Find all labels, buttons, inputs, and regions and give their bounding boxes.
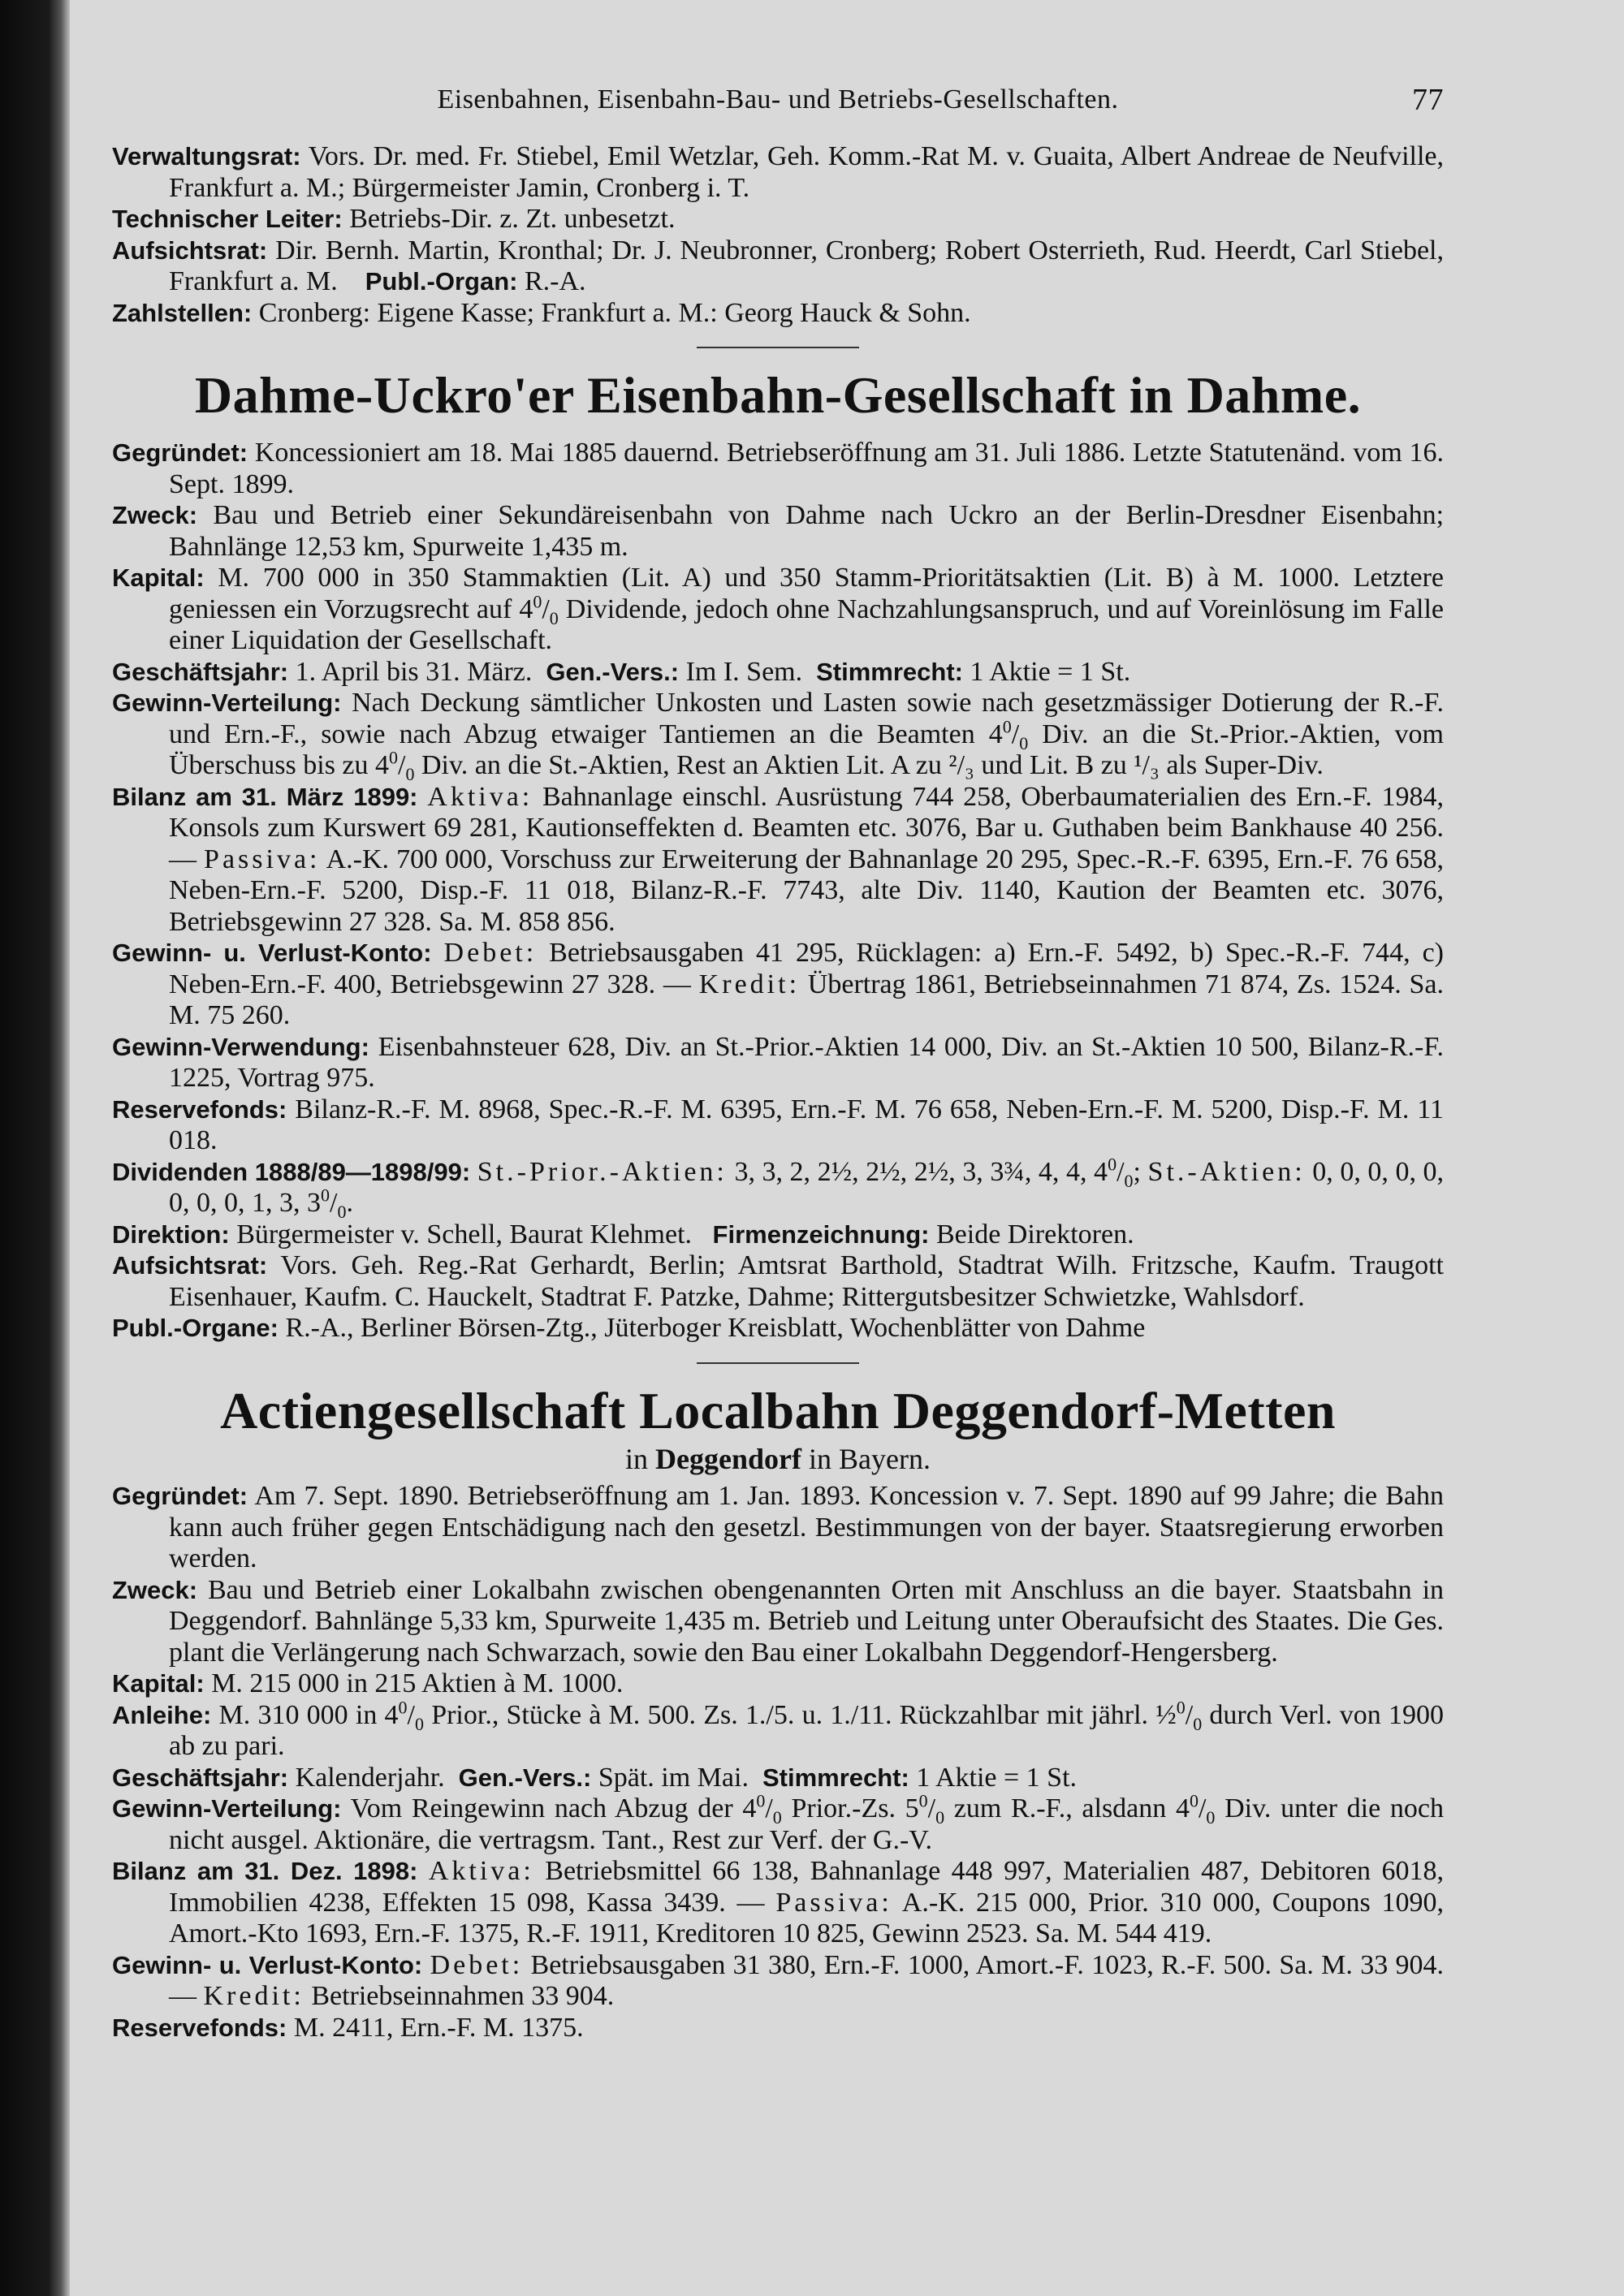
entry-text: M. 2411, Ern.-F. M. 1375. (293, 2012, 584, 2043)
entry-text: A.-K. 215 000, Prior. 310 000, Coupons 1090, Amort.-Kto 1693, Ern.-F. 1375, R.-F. 1911, Kreditoren 10 825, Gewinn 2523. Sa. M. 544 419. (169, 1887, 1445, 1949)
entry-text: Koncessioniert am 18. Mai 1885 dauernd. Betriebseröffnung am 31. Juli 1886. Letzte Statutenänd. vom 16. Sept. 1899. (169, 438, 1445, 499)
page-number: 77 (1412, 83, 1444, 117)
entry-text: Div. an die St.-Prior.-Aktien, vom Überschuss bis zu 4 (169, 719, 1444, 780)
document-page (112, 84, 1444, 2044)
entry-label: Anleihe: (112, 1700, 212, 1729)
entry-geschaeftsjahr (112, 1763, 1444, 1794)
percent-sup: 0 (389, 747, 399, 768)
entry-text: Beide Direktoren. (936, 1219, 1134, 1249)
entry-text: Kalenderjahr. (295, 1762, 445, 1793)
entry-label: Reservefonds: (112, 2013, 287, 2042)
entry-gegruendet (112, 438, 1444, 500)
percent-sub: 0 (1019, 732, 1029, 753)
entry-text: R.-A. (524, 266, 586, 296)
entry-text: Vors. Dr. med. Fr. Stiebel, Emil Wetzlar, Geh. Komm.-Rat M. v. Guaita, Albert Andreae de Neufville, Frankfurt a. M.; Bürgermeister Jamin, Cronberg i. T. (169, 141, 1444, 203)
entry-text: 1 Aktie = 1 St. (916, 1762, 1078, 1793)
entry-label: Gewinn-Verteilung: (112, 688, 342, 717)
percent-sub: 0 (405, 763, 415, 784)
entry-text: Betriebs-Dir. z. Zt. unbesetzt. (349, 204, 676, 234)
company-title: Dahme-Uckro'er Eisenbahn-Gesellschaft in Dahme. (194, 366, 1362, 424)
entry-label: Verwaltungsrat: (112, 142, 301, 170)
running-header (112, 84, 1444, 141)
fraction-one-third: ¹/₃ (1134, 750, 1160, 780)
entry-reservefonds (112, 1094, 1444, 1157)
percent-sup: 0 (533, 591, 542, 612)
percent-slash: / (1185, 1699, 1194, 1730)
entry-text: Prior.-Zs. 5 (781, 1793, 919, 1823)
location-suffix: in Bayern. (809, 1442, 931, 1475)
entry-text: Eisenbahnsteuer 628, Div. an St.-Prior.-Aktien 14 000, Div. an St.-Aktien 10 500, Bilanz-R.-F. 1225, Vortrag 975. (169, 1031, 1445, 1093)
entry-text: Bau und Betrieb einer Sekundäreisenbahn von Dahme nach Uckro an der Berlin-Dresdner Eisenbahn; Bahnlänge 12,53 km, Spurweite 1,435 m. (169, 500, 1445, 562)
entry-label: Direktion: (112, 1219, 230, 1249)
aktiva-word: Aktiva: (428, 1856, 534, 1886)
percent-sub: 0 (337, 1201, 347, 1222)
entry-zweck (112, 500, 1444, 563)
entry-anleihe (112, 1697, 1444, 1763)
entry-publ-organe (112, 1313, 1444, 1344)
entry-gewinn-verwendung (112, 1032, 1444, 1094)
percent-sup: 0 (918, 1790, 928, 1811)
entry-label: Geschäftsjahr: (112, 1763, 289, 1792)
percent-sup: 0 (756, 1790, 766, 1811)
entry-gegruendet (112, 1481, 1444, 1575)
entry-text: Am 7. Sept. 1890. Betriebseröffnung am 1. Jan. 1893. Koncession v. 7. Sept. 1890 auf 99 Jahre; die Bahn kann auch früher gegen Entschädigung nach den gesetzl. Bestimmungen von der bayer. Staatsregierung erworben werden. (169, 1481, 1445, 1573)
percent-sub: 0 (935, 1806, 945, 1828)
percent-slash: / (1011, 719, 1020, 749)
entry-label: Stimmrecht: (762, 1763, 909, 1792)
entry-gewinn-verteilung (112, 1790, 1444, 1856)
aktiva-word: Aktiva: (427, 781, 533, 812)
entry-label: Dividenden 1888/89—1898/99: (112, 1157, 471, 1186)
kredit-word: Kredit: (203, 1981, 304, 2011)
entry-text: als Super-Div. (1159, 750, 1324, 780)
entry-text: Div. an die St.-Aktien, Rest an Aktien Lit. A zu (414, 750, 949, 780)
running-title: Eisenbahnen, Eisenbahn-Bau- und Betriebs-Gesellschaften. (437, 84, 1119, 114)
entry-text: Bahnanlage einschl. Ausrüstung 744 258, Oberbaumaterialien des Ern.-F. 1984, Konsols zum Kurswert 69 281, Kautionseffekten d. Beamten etc. 3076, Bar u. Guthaben beim Bankhause 40 256. — (169, 781, 1445, 874)
percent-slash: / (1198, 1793, 1207, 1823)
percent-slash: / (1116, 1156, 1125, 1187)
entry-label: Zahlstellen: (112, 298, 253, 327)
entry-text: A.-K. 700 000, Vorschuss zur Erweiterung der Bahnanlage 20 295, Spec.-R.-F. 6395, Ern.-F. 76 658, Neben-Ern.-F. 5200, Disp.-F. 11 018, Bilanz-R.-F. 7743, alte Div. 1140, Kaution der Beamten etc. 3076, Betriebsgewinn 27 328. Sa. M. 858 856. (169, 844, 1445, 937)
entry-direktion (112, 1219, 1444, 1251)
entry-label: Kapital: (112, 563, 205, 592)
entry-label: Stimmrecht: (816, 657, 963, 686)
section-divider (697, 1362, 859, 1364)
entry-geschaeftsjahr (112, 657, 1444, 688)
company-location (112, 1444, 1444, 1475)
entry-text: und Lit. B zu (974, 750, 1134, 780)
entry-text: Dir. Bernh. Martin, Kronthal; Dr. J. Neubronner, Cronberg; Robert Osterrieth, Rud. Heerdt, Carl Stiebel, Frankfurt a. M. (169, 235, 1445, 296)
entry-text: M. 700 000 in 350 Stammaktien (Lit. A) und 350 Stamm-Prioritätsaktien (Lit. B) à M. 1000. Letztere geniessen ein Vorzugsrecht auf 4 (169, 563, 1445, 624)
percent-slash: / (407, 1699, 415, 1730)
entry-technischer-leiter (112, 204, 1444, 235)
end-period: . (346, 1188, 353, 1218)
entry-text: durch Verl. von 1900 ab zu pari. (169, 1699, 1444, 1761)
entry-reservefonds (112, 2013, 1444, 2044)
entry-text: Übertrag 1861, Betriebseinnahmen 71 874, Zs. 1524. Sa. M. 75 260. (169, 969, 1445, 1030)
entry-label: Gewinn- u. Verlust-Konto: (112, 939, 432, 967)
entry-label: Reservefonds: (112, 1094, 287, 1124)
entry-text: M. 310 000 in 4 (218, 1699, 399, 1730)
passiva-word: Passiva: (775, 1887, 892, 1918)
percent-sub: 0 (1193, 1713, 1203, 1734)
entry-text: Cronberg: Eigene Kasse; Frankfurt a. M.: Georg Hauck & Sohn. (258, 297, 971, 328)
entry-label: Bilanz am 31. Dez. 1898: (112, 1857, 418, 1885)
percent-sup: 0 (321, 1185, 330, 1206)
entry-label: Gen.-Vers.: (546, 657, 680, 686)
percent-sub: 0 (1124, 1170, 1134, 1191)
entry-text: Vom Reingewinn nach Abzug der 4 (350, 1793, 757, 1823)
entry-text: 1. April bis 31. März. (295, 656, 533, 687)
entry-label: Kapital: (112, 1669, 205, 1698)
percent-sub: 0 (414, 1713, 424, 1734)
prior-aktien-word: St.-Prior.-Aktien: (477, 1156, 728, 1187)
entry-text: Spät. im Mai. (598, 1762, 749, 1793)
percent-slash: / (330, 1188, 338, 1218)
entry-text: Bau und Betrieb einer Lokalbahn zwischen obengenannten Orten mit Anschluss an die bayer. Staatsbahn in Deggendorf. Bahnlänge 5,33 km, Spurweite 1,435 m. Betrieb und Leitung unter Oberaufsicht des Staates. Die Ges. plant die Verlängerung nach Schwarzach, sowie den Bau einer Lokalbahn Deggendorf-Hengersberg. (169, 1574, 1445, 1668)
entry-aufsichtsrat (112, 235, 1444, 298)
location-city: Deggendorf (655, 1442, 801, 1475)
entry-label: Bilanz am 31. März 1899: (112, 782, 418, 811)
entry-bilanz (112, 1856, 1444, 1950)
entry-text: 3, 3, 2, 2½, 2½, 2½, 3, 3¾, 4, 4, 4 (734, 1156, 1108, 1187)
entry-label: Technischer Leiter: (112, 205, 343, 233)
entry-text: Betriebsmittel 66 138, Bahnanlage 448 997, Materialien 487, Debitoren 6018, Immobilien 4238, Effekten 15 098, Kassa 3439. — (169, 1856, 1444, 1918)
entry-label: Gegründet: (112, 438, 248, 467)
percent-sup: 0 (398, 1697, 408, 1718)
entry-text: Vors. Geh. Reg.-Rat Gerhardt, Berlin; Amtsrat Barthold, Stadtrat Wilh. Fritzsche, Kaufm. Traugott Eisenhauer, Kaufm. C. Hauckelt, Stadtrat F. Patzke, Dahme; Rittergutsbesitzer Schwietzke, Wahlsdorf. (169, 1250, 1444, 1312)
entry-label: Aufsichtsrat: (112, 235, 268, 265)
entry-kapital (112, 1668, 1444, 1700)
entry-text: Div. unter die noch nicht ausgel. Aktionäre, die vertragsm. Tant., Rest zur Verf. der G.-V. (169, 1793, 1444, 1855)
entry-label: Gewinn-Verteilung: (112, 1794, 342, 1823)
percent-slash: / (765, 1793, 773, 1823)
percent-slash: / (542, 593, 550, 624)
section-divider (697, 347, 859, 348)
percent-slash: / (398, 750, 406, 780)
entry-zahlstellen (112, 298, 1444, 330)
entry-kapital (112, 563, 1444, 657)
percent-sup: 0 (1108, 1154, 1117, 1175)
entry-dividenden: Dividenden 1888/89—1898/99: St.-Prior.-Aktien: 3, 3, 2, 2½, 2½, 2½, 3, 3¾, 4, 4, $4^0/_0$; St.-Aktien: 0, 0, 0, 0, 0, 0, 0, 0, 1, 3, $3^0/_0$. (112, 1154, 1445, 1222)
kredit-word: Kredit: (698, 969, 801, 999)
entry-text: Bürgermeister v. Schell, Baurat Klehmet. (236, 1219, 693, 1249)
entry-text: zum R.-F., alsdann 4 (944, 1793, 1190, 1823)
book-binding-shadow (0, 0, 70, 2296)
passiva-word: Passiva: (204, 844, 321, 874)
entry-aufsichtsrat (112, 1250, 1444, 1313)
entry-verwaltungsrat (112, 141, 1444, 204)
entry-label: Aufsichtsrat: (112, 1251, 268, 1280)
entry-text: Prior., Stücke à M. 500. Zs. 1./5. u. 1./11. Rückzahlbar mit jährl. ½ (423, 1699, 1177, 1730)
entry-label: Gegründet: (112, 1482, 248, 1510)
location-prefix: in (625, 1442, 649, 1475)
percent-sup: 0 (1189, 1790, 1199, 1811)
percent-sub: 0 (1206, 1806, 1216, 1828)
percent-sup: 0 (1002, 716, 1012, 737)
entry-label: Zweck: (112, 1575, 198, 1604)
entry-label: Geschäftsjahr: (112, 657, 289, 686)
company-title: Actiengesellschaft Localbahn Deggendorf-Metten (220, 1381, 1336, 1439)
entry-text: Bilanz-R.-F. M. 8968, Spec.-R.-F. M. 6395, Ern.-F. M. 76 658, Neben-Ern.-F. M. 5200, Disp.-F. M. 11 018. (169, 1094, 1444, 1155)
entry-text: 1 Aktie = 1 St. (970, 656, 1131, 687)
entry-label: Publ.-Organe: (112, 1314, 279, 1342)
percent-slash: / (927, 1793, 936, 1823)
debet-word: Debet: (443, 938, 538, 968)
entry-text: Betriebsausgaben 31 380, Ern.-F. 1000, Amort.-F. 1023, R.-F. 500. Sa. M. 33 904. — (169, 1949, 1445, 2011)
entry-text: M. 215 000 in 215 Aktien à M. 1000. (211, 1668, 624, 1698)
entry-text: 0, 0, 0, 0, 0, 0, 0, 0, 1, 3, 3 (169, 1156, 1445, 1218)
entry-label: Gewinn- u. Verlust-Konto: (112, 1950, 423, 1979)
debet-word: Debet: (430, 1949, 524, 1980)
entry-text: Dividende, jedoch ohne Nachzahlungsanspruch, und auf Voreinlösung im Falle einer Liquidation der Gesellschaft. (169, 593, 1444, 655)
entry-text: Betriebseinnahmen 33 904. (311, 1981, 615, 2011)
entry-gewinn-verlust (112, 938, 1444, 1032)
entry-label: Gen.-Vers.: (458, 1763, 592, 1792)
entry-text: Im I. Sem. (685, 656, 803, 687)
entry-label: Publ.-Organ: (365, 267, 518, 296)
percent-sub: 0 (772, 1806, 782, 1828)
entry-gewinn-verteilung (112, 688, 1444, 782)
entry-text: Betriebsausgaben 41 295, Rücklagen: a) Ern.-F. 5492, b) Spec.-R.-F. 744, c) Neben-Ern.-F. 400, Betriebsgewinn 27 328. — (169, 938, 1444, 999)
entry-bilanz (112, 782, 1444, 939)
entry-label: Gewinn-Verwendung: (112, 1032, 369, 1061)
fraction-two-thirds: ²/₃ (948, 750, 974, 780)
st-aktien-word: St.-Aktien: (1147, 1156, 1306, 1187)
percent-sub: 0 (549, 607, 559, 628)
percent-sup: 0 (1176, 1697, 1186, 1718)
entry-label: Firmenzeichnung: (712, 1219, 930, 1249)
entry-gewinn-verlust (112, 1950, 1444, 2013)
entry-text: R.-A., Berliner Börsen-Ztg., Jüterboger Kreisblatt, Wochenblätter von Dahme (285, 1313, 1146, 1343)
entry-label: Zweck: (112, 501, 198, 529)
entry-text: Nach Deckung sämtlicher Unkosten und Lasten sowie nach gesetzmässiger Dotierung der R.-F. und Ern.-F., sowie nach Abzug etwaiger Tantiemen an die Beamten 4 (169, 688, 1445, 749)
entry-zweck (112, 1575, 1444, 1669)
